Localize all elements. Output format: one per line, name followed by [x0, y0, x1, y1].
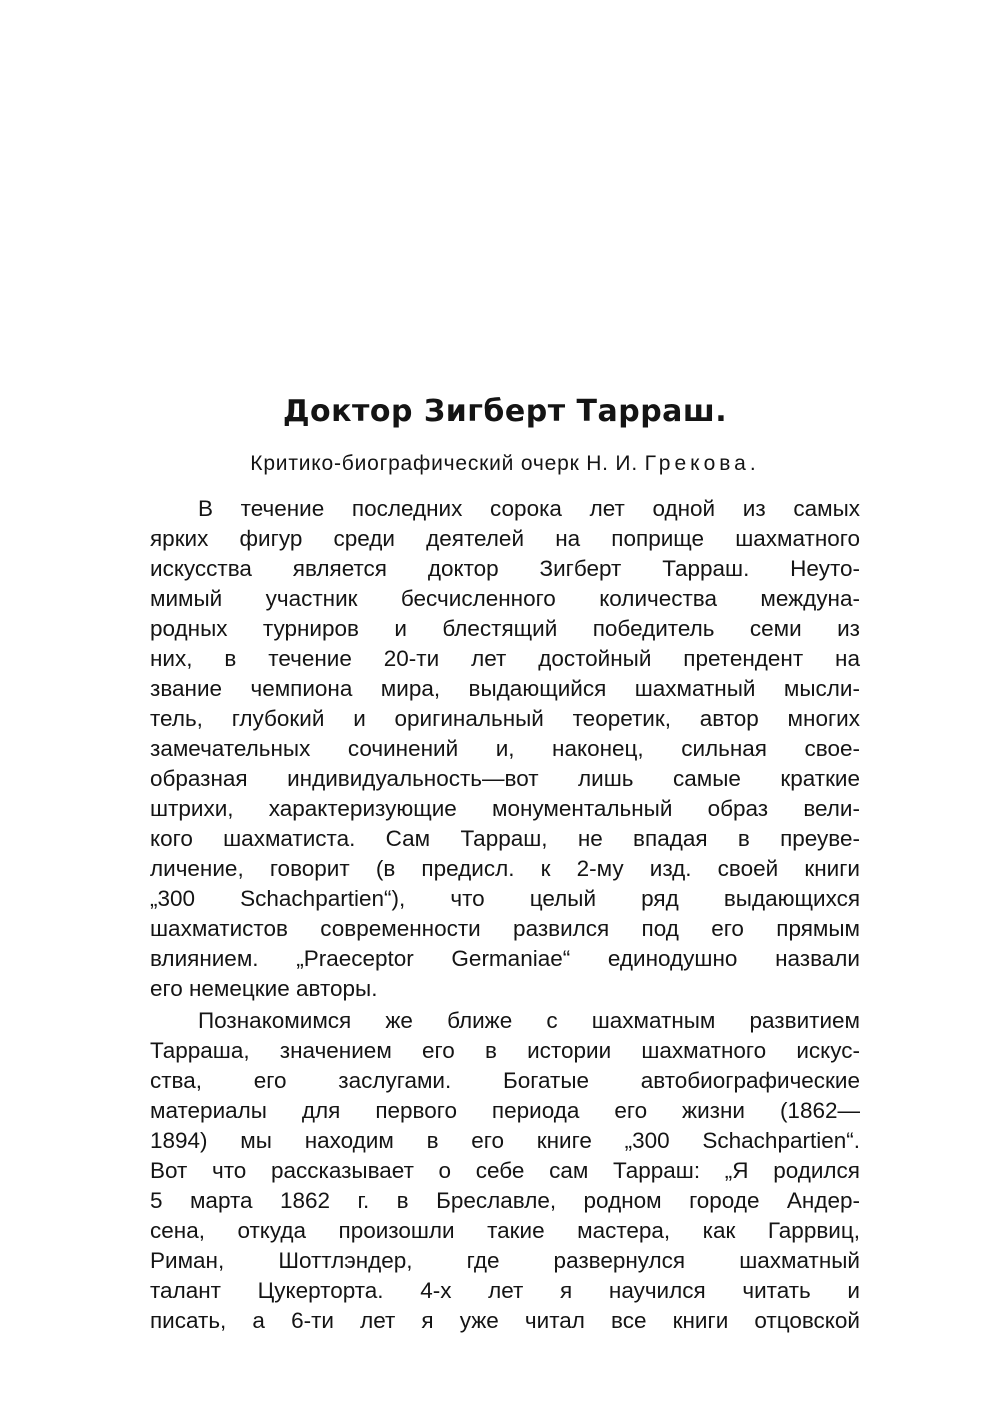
text-line: замечательных сочинений и, наконец, сильная свое- — [150, 736, 860, 761]
text-line: ярких фигур среди деятелей на поприще шахматного — [150, 526, 860, 551]
text-line: писать, а 6-ти лет я уже читал все книги отцовской — [150, 1308, 860, 1333]
text-line: материалы для первого периода его жизни (1862— — [150, 1098, 860, 1123]
subtitle-prefix: Критико-биографический очерк Н. И. — [250, 452, 638, 475]
text-line: мимый участник бесчисленного количества междуна- — [150, 586, 860, 611]
text-line: ства, его заслугами. Богатые автобиографические — [150, 1068, 860, 1093]
text-line: Риман, Шоттлэндер, где развернулся шахматный — [150, 1248, 860, 1273]
text-line: шахматистов современности развился под его прямым — [150, 916, 860, 941]
text-line: Тарраша, значением его в истории шахматного искус- — [150, 1038, 860, 1063]
text-line: „300 Schachpartien“), что целый ряд выдающихся — [150, 886, 860, 911]
text-line: 1894) мы находим в его книге „300 Schachpartien“. — [150, 1128, 860, 1153]
text-line: Познакомимся же ближе с шахматным развитием — [198, 1008, 860, 1033]
text-line: кого шахматиста. Сам Тарраш, не впадая в преуве- — [150, 826, 860, 851]
text-line: штрихи, характеризующие монументальный образ вели- — [150, 796, 860, 821]
text-line: искусства является доктор Зигберт Тарраш. Неуто- — [150, 556, 860, 581]
text-line: звание чемпиона мира, выдающийся шахматный мысли- — [150, 676, 860, 701]
text-line: образная индивидуальность—вот лишь самые краткие — [150, 766, 860, 791]
text-line: влиянием. „Praeceptor Germaniae“ единодушно назвали — [150, 946, 860, 971]
subtitle-author: Грекова. — [644, 452, 760, 475]
text-line: родных турниров и блестящий победитель семи из — [150, 616, 860, 641]
article-subtitle — [150, 449, 860, 479]
text-line: личение, говорит (в предисл. к 2-му изд. своей книги — [150, 856, 860, 881]
text-line: тель, глубокий и оригинальный теоретик, автор многих — [150, 706, 860, 731]
text-line: В течение последних сорока лет одной из самых — [198, 496, 860, 521]
text-line: сена, откуда произошли такие мастера, как Гаррвиц, — [150, 1218, 860, 1243]
text-line: Вот что рассказывает о себе сам Тарраш: „Я родился — [150, 1158, 860, 1183]
article-title: Доктор Зигберт Тарраш. — [282, 394, 728, 429]
text-line: них, в течение 20-ти лет достойный претендент на — [150, 646, 860, 671]
text-line: талант Цукерторта. 4-х лет я научился читать и — [150, 1278, 860, 1303]
text-line: 5 марта 1862 г. в Бреславле, родном городе Андер- — [150, 1188, 860, 1213]
text-line: его немецкие авторы. — [150, 976, 378, 1001]
